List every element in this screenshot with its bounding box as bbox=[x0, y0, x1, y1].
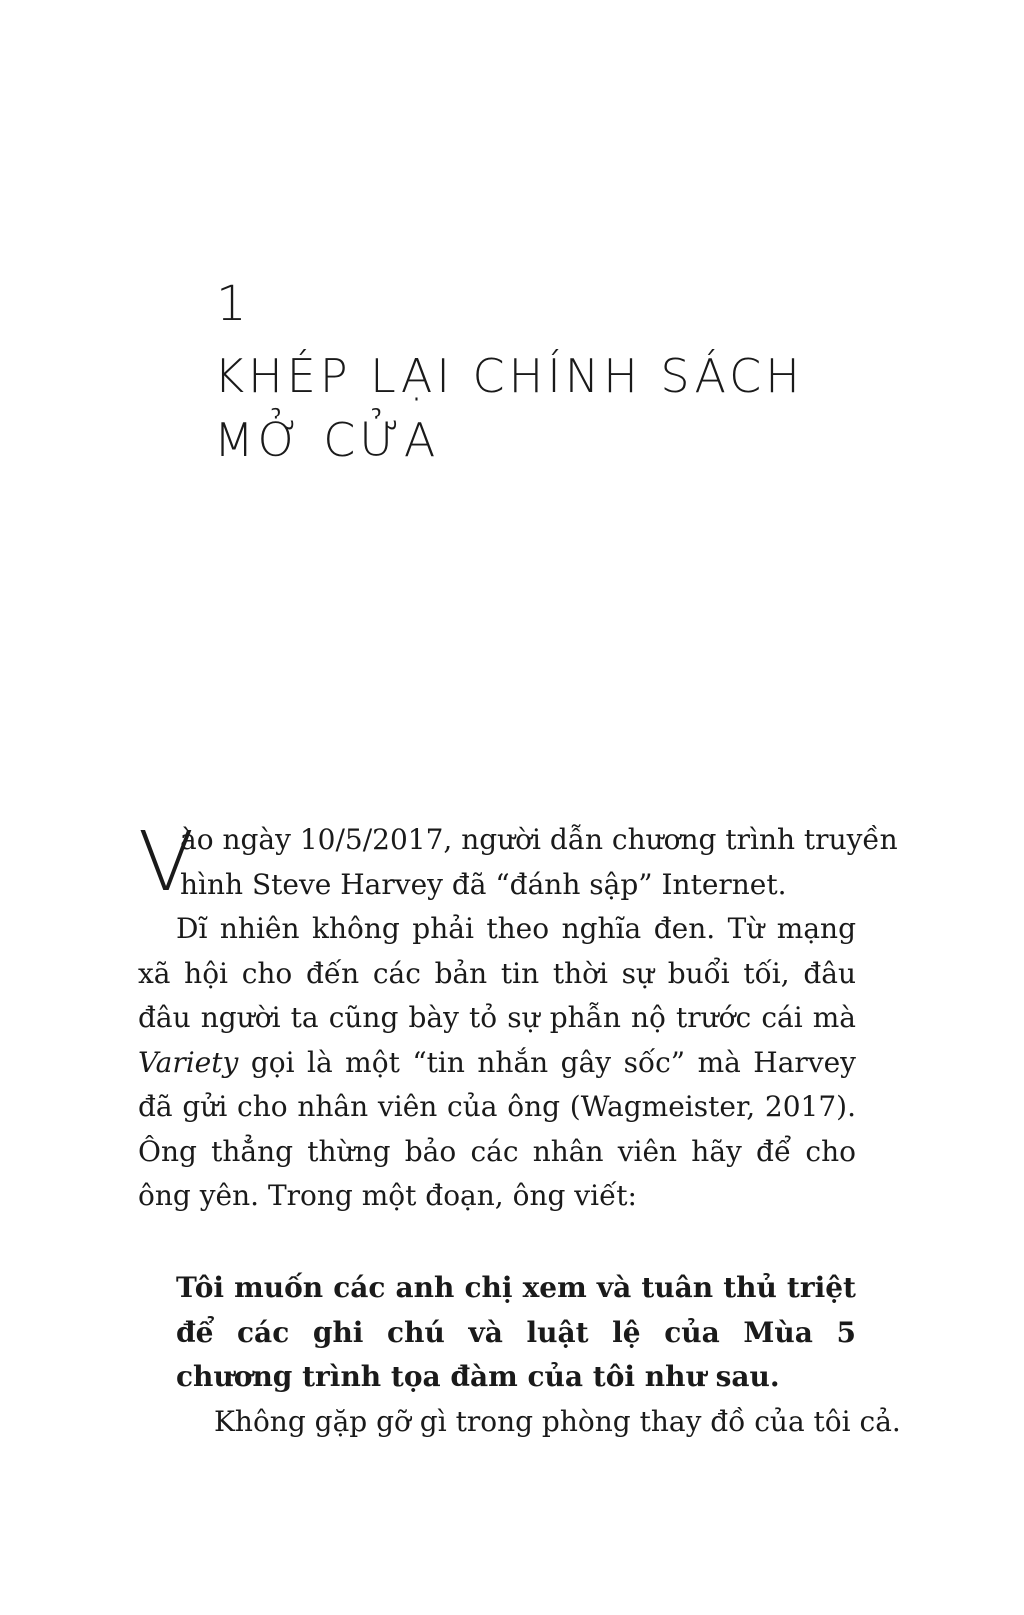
second-paragraph bbox=[138, 907, 856, 1219]
publication-name: Variety bbox=[138, 1045, 239, 1079]
drop-cap: V bbox=[138, 815, 195, 910]
second-paragraph-text-2: gọi là một “tin nhắn gây sốc” mà Harvey đã gửi cho nhân viên của ông (Wagmeister, 2017). Ông thẳng thừng bảo các nhân viên hãy để cho ông yên. Trong một đoạn, ông viết: bbox=[138, 1045, 856, 1212]
chapter-number: 1 bbox=[216, 276, 247, 332]
opening-paragraph bbox=[138, 815, 898, 910]
quote-normal-text: Không gặp gỡ gì trong phòng thay đồ của tôi cả. bbox=[214, 1404, 901, 1438]
chapter-title-line-2: MỞ CỬA bbox=[214, 413, 440, 467]
chapter-title bbox=[214, 344, 854, 472]
chapter-title-line-1: KHÉP LẠI CHÍNH SÁCH bbox=[214, 349, 804, 403]
opening-line-1: ào ngày 10/5/2017, người dẫn chương trình truyền bbox=[180, 823, 898, 856]
quote-block bbox=[176, 1266, 901, 1444]
body-text bbox=[138, 815, 898, 1219]
second-paragraph-text-1: Dĩ nhiên không phải theo nghĩa đen. Từ mạng xã hội cho đến các bản tin thời sự buổi tối, đâu đâu người ta cũng bày tỏ sự phẫn nộ trước cái mà bbox=[138, 912, 856, 1034]
quote-bold-text: Tôi muốn các anh chị xem và tuân thủ triệt để các ghi chú và luật lệ của Mùa 5 chương trình tọa đàm của tôi như sau. bbox=[176, 1271, 856, 1393]
opening-line-2: hình Steve Harvey đã “đánh sập” Internet. bbox=[180, 867, 787, 901]
